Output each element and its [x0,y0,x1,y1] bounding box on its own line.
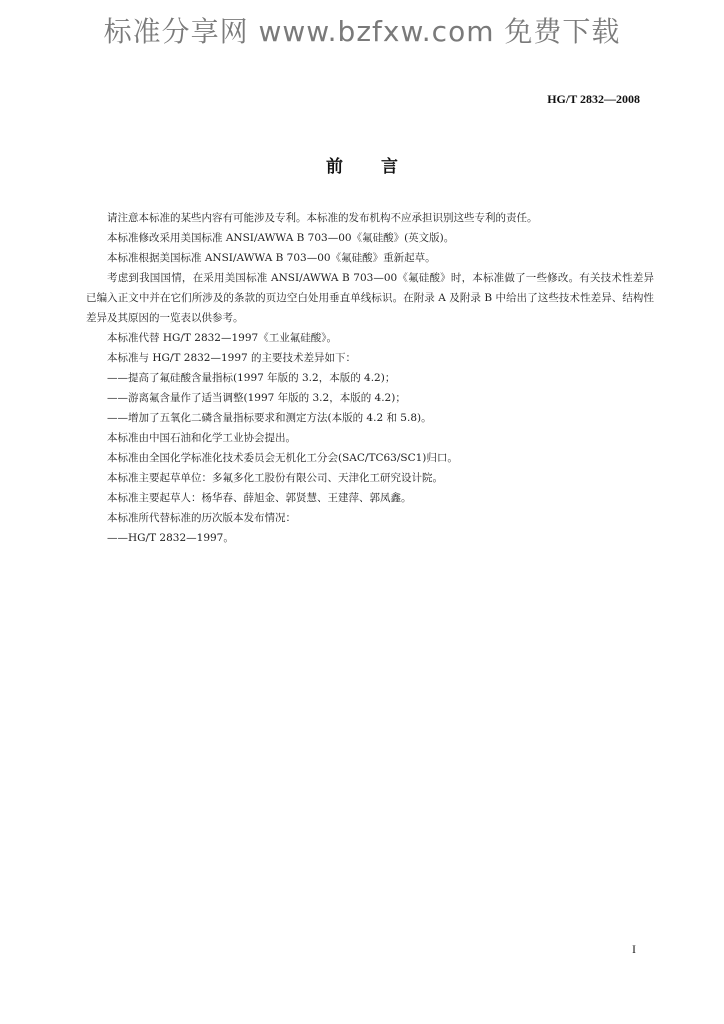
page-title: 前言 [326,157,436,177]
paragraph: 本标准根据美国标准 ANSI/AWWA B 703—00《氟硅酸》重新起草。 [107,252,436,264]
list-item: ——游离氟含量作了适当调整(1997 年版的 3.2，本版的 4.2)； [107,392,406,404]
paragraph: 请注意本标准的某些内容有可能涉及专利。本标准的发布机构不应承担识别这些专利的责任。 [107,212,538,224]
page-number: I [632,942,636,956]
paragraph: 本标准修改采用美国标准 ANSI/AWWA B 703—00《氟硅酸》(英文版)。 [107,232,455,244]
foreword-body [86,208,654,548]
list-item: ——提高了氟硅酸含量指标(1997 年版的 3.2，本版的 4.2)； [107,372,396,384]
paragraph: 本标准与 HG/T 2832—1997 的主要技术差异如下： [107,352,357,364]
list-item: ——增加了五氧化二磷含量指标要求和测定方法(本版的 4.2 和 5.8)。 [107,412,432,424]
paragraph: 本标准由中国石油和化学工业协会提出。 [107,432,296,444]
paragraph: 本标准主要起草人：杨华春、薛旭金、郭贤慧、王建萍、郭凤鑫。 [107,492,412,504]
standard-code: HG/T 2832—2008 [547,92,640,106]
list-item: ——HG/T 2832—1997。 [107,532,234,544]
paragraph: 考虑到我国国情，在采用美国标准 ANSI/AWWA B 703—00《氟硅酸》时，本标准做了一些修改。有关技术性差异已编入正文中并在它们所涉及的条款的页边空白处用垂直单线标识。在附录 A 及附录 B 中给出了这些技术性差异、结构性差异及其原因的一览表以供参考。 [86,272,654,324]
paragraph: 本标准所代替标准的历次版本发布情况： [107,512,296,524]
paragraph: 本标准代替 HG/T 2832—1997《工业氟硅酸》。 [107,332,337,344]
site-watermark: 标准分享网 www.bzfxw.com 免费下载 [103,15,621,48]
paragraph: 本标准主要起草单位：多氟多化工股份有限公司、天津化工研究设计院。 [107,472,443,484]
paragraph: 本标准由全国化学标准化技术委员会无机化工分会(SAC/TC63/SC1)归口。 [107,452,458,464]
